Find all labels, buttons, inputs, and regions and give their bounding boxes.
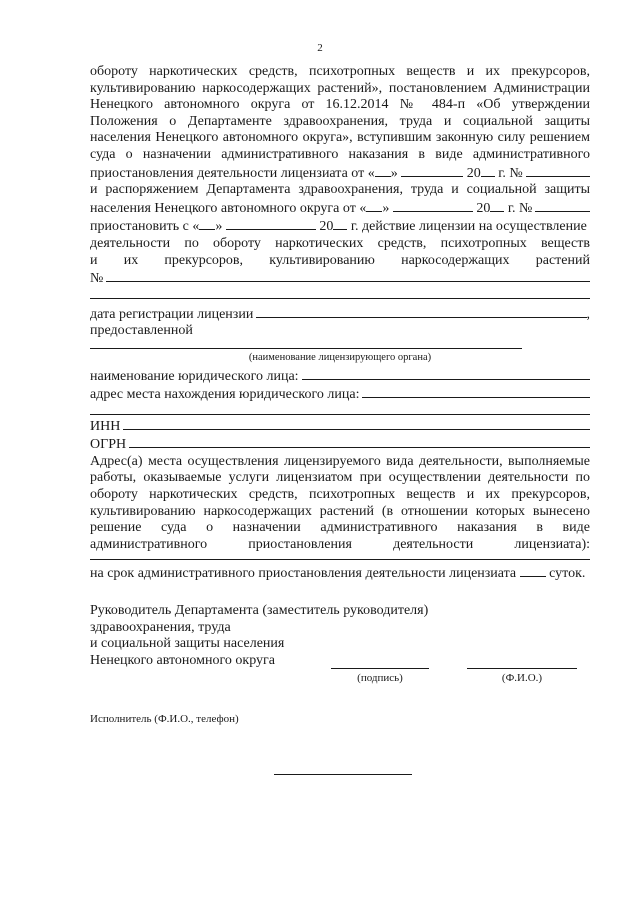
signer-title: и социальной защиты населения: [90, 636, 285, 652]
license-number-blank[interactable]: [106, 269, 590, 282]
licensing-body-caption: (наименование лицензирующего органа): [248, 351, 432, 363]
text-line: обороту наркотических средств, психотропных веществ и их прекурсоров,: [90, 64, 590, 79]
text-line: административного приостановления деятельности лицензиата):: [90, 536, 590, 552]
legal-name-line: наименование юридического лица:: [90, 367, 590, 386]
executor-label: Исполнитель (Ф.И.О., телефон): [90, 713, 239, 725]
signature-caption: (подпись): [357, 672, 403, 684]
document-body: [90, 64, 590, 583]
month-blank[interactable]: [226, 217, 316, 230]
signer-title: здравоохранения, труда: [90, 619, 231, 635]
day-blank[interactable]: [366, 199, 382, 212]
text-line: культивированию наркосодержащих растений», постановлением Администрации: [90, 80, 590, 96]
addresses-blank[interactable]: [90, 553, 590, 560]
registration-line: дата регистрации лицензии ,: [90, 306, 590, 322]
text-line: населения Ненецкого автономного округа», вступившим законную силу решением: [90, 130, 590, 146]
licensing-body-blank[interactable]: [90, 340, 522, 349]
text-line: деятельности по обороту наркотических средств, психотропных веществ: [90, 235, 590, 251]
text-line: Адрес(а) места осуществления лицензируемого вида деятельности, выполняемые: [90, 453, 590, 469]
month-blank[interactable]: [401, 164, 463, 177]
text-line: обороту наркотических средств, психотропных веществ и их прекурсоров,: [90, 487, 590, 503]
day-blank[interactable]: [199, 217, 215, 230]
text-line: Положения о Департаменте здравоохранения, труда и социальной защиты: [90, 113, 590, 129]
year-blank[interactable]: [490, 199, 504, 212]
inn-line: ИНН: [90, 417, 590, 436]
text-line-date: приостановить с « » 20 г. действие лицензии на осуществление: [90, 219, 587, 235]
text-line: суда о назначении административного наказания в виде административного: [90, 146, 590, 162]
year-blank[interactable]: [333, 217, 347, 230]
text-line: культивированию наркосодержащих растений (в отношении которых вынесено: [90, 503, 590, 519]
text-line-date: населения Ненецкого автономного округа от « » 20 г. №: [90, 199, 590, 218]
blank-line[interactable]: [90, 288, 590, 299]
name-caption: (Ф.И.О.): [501, 672, 543, 684]
year-blank[interactable]: [481, 164, 495, 177]
name-blank[interactable]: [467, 668, 577, 669]
text-line-date: приостановления деятельности лицензиата от « » 20 г. №: [90, 164, 590, 183]
signature-blank[interactable]: [331, 668, 429, 669]
day-blank[interactable]: [375, 164, 391, 177]
blank-line[interactable]: [90, 404, 590, 415]
text-line: Ненецкого автономного округа от 16.12.2014 № 484-п «Об утверждении: [90, 97, 590, 113]
days-blank[interactable]: [520, 564, 546, 577]
text-line: и их прекурсоров, культивированию наркосодержащих растений: [90, 252, 590, 268]
number-blank[interactable]: [535, 199, 590, 212]
text-line: и распоряжением Департамента здравоохранения, труда и социальной защиты: [90, 182, 590, 198]
text-line: работы, оказываемые услуги лицензиатом при осуществлении деятельности по: [90, 470, 590, 486]
text-line-number: №: [90, 269, 590, 288]
end-divider: [274, 774, 412, 775]
inn-blank[interactable]: [123, 417, 590, 430]
signature-block: [90, 603, 590, 669]
signer-title: Руководитель Департамента (заместитель руководителя): [90, 603, 429, 618]
number-blank[interactable]: [526, 164, 590, 177]
legal-address-line: адрес места нахождения юридического лица:: [90, 385, 590, 404]
term-line: на срок административного приостановления деятельности лицензиата суток.: [90, 566, 586, 582]
page-number: 2: [317, 42, 323, 54]
legal-name-blank[interactable]: [302, 367, 590, 380]
text-line: решение суда о назначении административного наказания в виде: [90, 520, 590, 536]
signer-title: Ненецкого автономного округа: [90, 652, 275, 668]
ogrn-line: ОГРН: [90, 435, 590, 454]
registration-date-blank[interactable]: [256, 305, 586, 318]
legal-address-blank[interactable]: [362, 385, 590, 398]
ogrn-blank[interactable]: [129, 435, 590, 448]
month-blank[interactable]: [393, 199, 473, 212]
provided-label: предоставленной: [90, 323, 193, 339]
